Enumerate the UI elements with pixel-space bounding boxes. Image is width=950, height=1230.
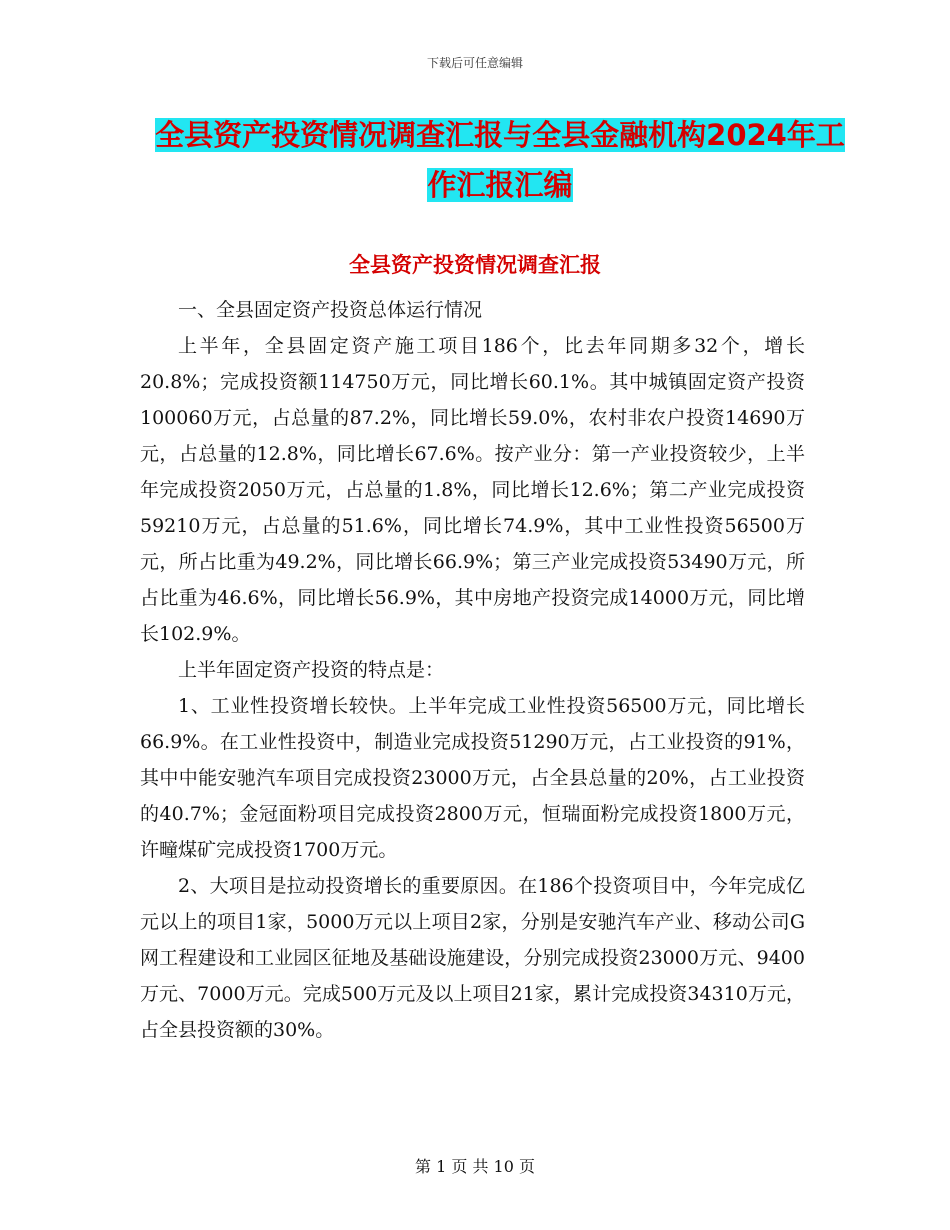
paragraph: 2、大项目是拉动投资增长的重要原因。在186个投资项目中，今年完成亿元以上的项目1家，5000万元以上项目2家，分别是安驰汽车产业、移动公司G网工程建设和工业园区征地及基础设施建设，分别完成投资23000万元、9400万元、7000万元。完成500万元及以上项目21家，累计完成投资34310万元，占全县投资额的30%。 <box>140 875 805 1041</box>
header-note: 下载后可任意编辑 <box>426 56 523 70</box>
document-title <box>150 110 850 210</box>
section-title: 全县资产投资情况调查汇报 <box>349 253 601 277</box>
paragraph-heading: 一、全县固定资产投资总体运行情况 <box>178 299 483 321</box>
document-title-line-2: 作汇报汇编 <box>427 168 573 202</box>
page-footer: 第 1 页 共 10 页 <box>415 1157 535 1176</box>
body-text <box>140 292 805 1048</box>
paragraph: 上半年固定资产投资的特点是： <box>178 659 445 681</box>
paragraph: 上半年，全县固定资产施工项目186个，比去年同期多32个，增长20.8%；完成投资额114750万元，同比增长60.1%。其中城镇固定资产投资100060万元，占总量的87.2%，同比增长59.0%，农村非农户投资14690万元，占总量的12.8%，同比增长67.6%。按产业分：第一产业投资较少，上半年完成投资2050万元，占总量的1.8%，同比增长12.6%；第二产业完成投资59210万元，占总量的51.6%，同比增长74.9%，其中工业性投资56500万元，所占比重为49.2%，同比增长66.9%；第三产业完成投资53490万元，所占比重为46.6%，同比增长56.9%，其中房地产投资完成14000万元，同比增长102.9%。 <box>140 335 805 645</box>
document-title-line-1: 全县资产投资情况调查汇报与全县金融机构2024年工 <box>155 118 845 152</box>
paragraph: 1、工业性投资增长较快。上半年完成工业性投资56500万元，同比增长66.9%。在工业性投资中，制造业完成投资51290万元，占工业投资的91%，其中中能安驰汽车项目完成投资23000万元，占全县总量的20%，占工业投资的40.7%；金冠面粉项目完成投资2800万元，恒瑞面粉完成投资1800万元，许疃煤矿完成投资1700万元。 <box>140 695 805 861</box>
